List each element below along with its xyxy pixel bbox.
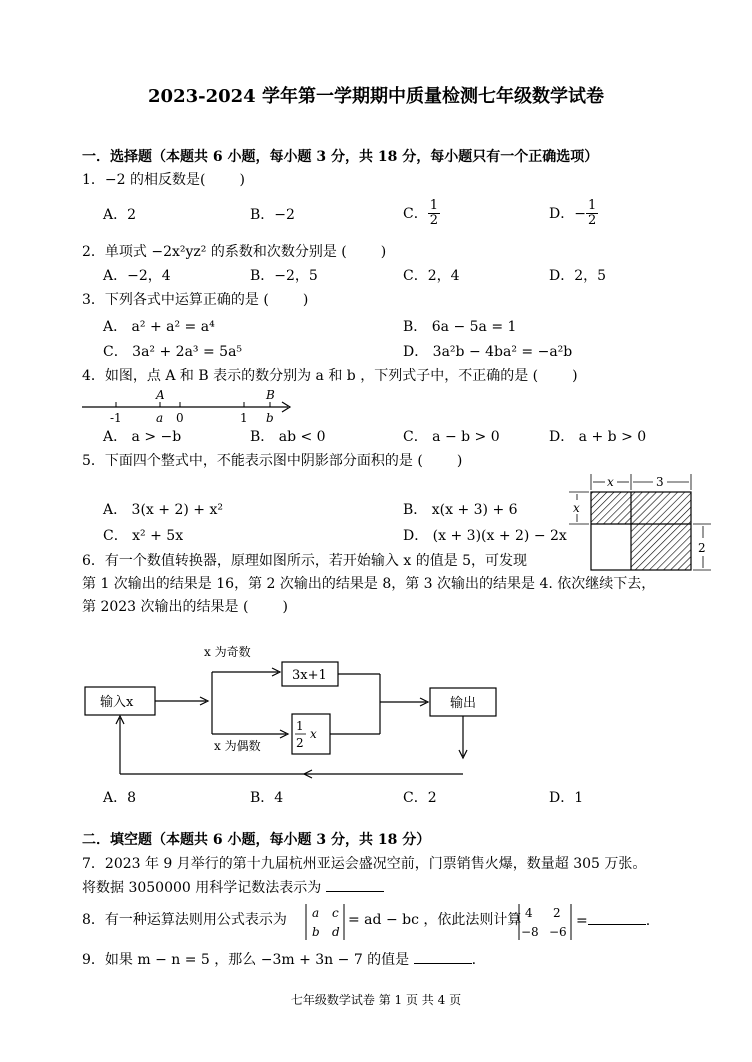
m1-c: c: [332, 906, 339, 920]
q6-option-a: A．8: [103, 790, 137, 806]
q1-stem: [82, 172, 245, 189]
q5-option-b: B． x(x + 3) + 6: [403, 502, 518, 518]
shaded-rect-3x2: [631, 524, 691, 570]
q2-option-b: B．−2，5: [250, 268, 318, 284]
q1-d-num: 1: [587, 198, 597, 213]
m2-21: −8: [521, 925, 539, 939]
q6-option-c: C．2: [403, 790, 437, 806]
q2-option-c: C．2，4: [403, 268, 460, 284]
m1-b: b: [312, 925, 320, 939]
q1-c-label: C．: [403, 205, 428, 222]
q2-close: ): [380, 244, 387, 260]
q6-line-3: [82, 599, 288, 616]
q8-mid: = ad − bc ，依此法则计算: [348, 912, 522, 928]
value-b-label: b: [266, 411, 274, 425]
q5-close: ): [456, 453, 463, 469]
right-two-label: 2: [698, 541, 706, 555]
q4-close: ): [572, 368, 578, 384]
q2-stem: [82, 244, 386, 261]
output-label: 输出: [450, 696, 477, 711]
number-line-figure: [80, 386, 300, 426]
q1-text: 1．−2 的相反数是(: [82, 172, 206, 188]
q7-answer-blank: [326, 879, 384, 892]
q1-d-label: D．−: [549, 205, 586, 222]
q8-answer-blank: [588, 912, 646, 925]
shaded-rect-3x: [631, 492, 691, 524]
odd-operation: 3x+1: [292, 668, 327, 683]
even-condition: x 为偶数: [214, 739, 261, 753]
q7-line-2: [82, 879, 384, 897]
q6-option-b: B．4: [250, 790, 284, 806]
q3-option-b: B． 6a − 5a = 1: [403, 319, 517, 335]
q8-equals: =: [576, 913, 588, 929]
q4-option-c: C． a − b > 0: [403, 429, 500, 445]
q6-line-1: 6．有一个数值转换器，原理如图所示，若开始输入 x 的值是 5，可发现: [82, 553, 528, 569]
q1-c-den: 2: [429, 213, 438, 229]
q1-d-fraction: [586, 199, 598, 229]
page-footer: 七年级数学试卷 第 1 页 共 4 页: [290, 993, 462, 1007]
top-x-label: x: [607, 475, 614, 489]
q1-option-a: A．2: [103, 207, 137, 223]
m1-d: d: [332, 925, 340, 939]
q6-text: 第 2023 次输出的结果是 (: [82, 599, 249, 615]
q3-close: ): [302, 292, 309, 308]
q9-line: [82, 951, 476, 969]
q8-determinant-general: [304, 902, 346, 942]
q3-option-d: D． 3a²b − 4ba² = −a²b: [403, 344, 573, 360]
q1-c-fraction: [428, 199, 440, 229]
q3-stem: [82, 292, 308, 309]
m2-22: −6: [549, 925, 567, 939]
q1-close: ): [239, 172, 245, 188]
q8-pre: 8．有一种运算法则用公式表示为: [82, 912, 287, 928]
q1-option-b: B．−2: [250, 207, 295, 223]
m1-a: a: [312, 906, 320, 920]
q4-stem: [82, 368, 578, 385]
q6-option-d: D．1: [549, 790, 584, 806]
half-numerator: 1: [296, 719, 304, 733]
q4-option-a: A． a > −b: [103, 429, 182, 445]
left-x-label: x: [573, 501, 580, 515]
q8-period: .: [645, 913, 651, 929]
q4-option-d: D． a + b > 0: [549, 429, 647, 445]
odd-condition: x 为奇数: [204, 645, 251, 659]
q2-text: 2．单项式 −2x²yz² 的系数和次数分别是 (: [82, 244, 347, 260]
label-zero: 0: [176, 411, 184, 425]
q2-option-a: A．−2，4: [103, 268, 171, 284]
q6-close: ): [282, 599, 288, 615]
half-variable: x: [310, 727, 317, 741]
q6-line-2: 第 1 次输出的结果是 16，第 2 次输出的结果是 8，第 3 次输出的结果是 4. 依次继续下去，: [82, 576, 656, 592]
q1-d-den: 2: [587, 213, 597, 229]
q5-option-c: C． x² + 5x: [103, 528, 184, 544]
q4-option-b: B． ab < 0: [250, 429, 326, 445]
q8-determinant-numeric: [517, 902, 573, 942]
flowchart-figure: [80, 640, 510, 780]
q3-text: 3．下列各式中运算正确的是 (: [82, 292, 269, 308]
m2-12: 2: [553, 906, 561, 920]
q1-option-c: [403, 199, 440, 229]
page-title: 2023-2024 学年第一学期期中质量检测七年级数学试卷: [148, 86, 604, 107]
q2-option-d: D．2，5: [549, 268, 607, 284]
label-minus-one: -1: [110, 411, 122, 425]
q5-text: 5．下面四个整式中，不能表示图中阴影部分面积的是 (: [82, 453, 423, 469]
q5-option-a: A． 3(x + 2) + x²: [103, 502, 223, 518]
q8-answer: [576, 912, 650, 930]
top-three-label: 3: [656, 475, 664, 489]
q3-option-a: A． a² + a² = a⁴: [103, 319, 215, 335]
q1-c-num: 1: [429, 198, 438, 213]
q1-option-d: [549, 199, 598, 229]
input-label: 输入x: [100, 695, 134, 710]
q5-stem: [82, 453, 462, 470]
q7-text: 将数据 3050000 用科学记数法表示为: [82, 880, 322, 896]
value-a-label: a: [156, 411, 164, 425]
m2-11: 4: [525, 906, 533, 920]
q9-period: .: [471, 952, 477, 968]
q9-text: 9．如果 m − n = 5 ，那么 −3m + 3n − 7 的值是: [82, 952, 410, 968]
q9-answer-blank: [414, 951, 472, 964]
section-2-heading: 二．填空题（本题共 6 小题，每小题 3 分，共 18 分）: [82, 832, 431, 848]
section-1-heading: 一．选择题（本题共 6 小题，每小题 3 分，共 18 分，每小题只有一个正确选项）: [82, 149, 599, 165]
q4-text: 4．如图，点 A 和 B 表示的数分别为 a 和 b ，下列式子中，不正确的是 (: [82, 368, 539, 384]
q7-line-1: 7．2023 年 9 月举行的第十九届杭州亚运会盛况空前，门票销售火爆，数量超 305 万张。: [82, 856, 647, 872]
q3-option-c: C． 3a² + 2a³ = 5a⁵: [103, 344, 243, 360]
label-one: 1: [240, 411, 248, 425]
point-b-label: B: [266, 388, 275, 402]
point-a-label: A: [156, 388, 165, 402]
rectangle-area-figure: [565, 470, 725, 578]
shaded-square-xx: [591, 492, 631, 524]
q5-option-d: D． (x + 3)(x + 2) − 2x: [403, 528, 567, 544]
half-denominator: 2: [296, 736, 304, 750]
